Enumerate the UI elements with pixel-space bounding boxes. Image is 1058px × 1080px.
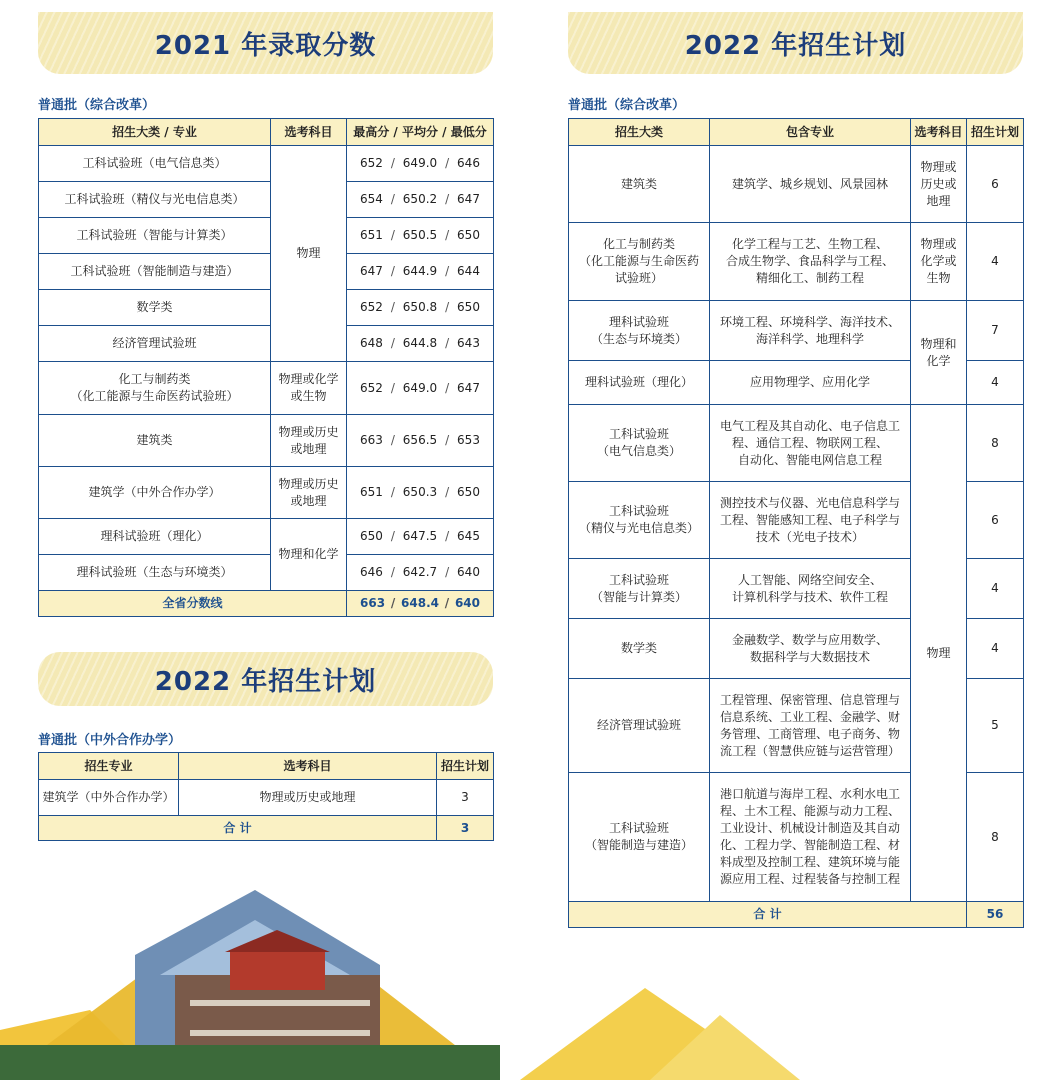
table-row	[569, 146, 1024, 223]
score-sep: /	[390, 228, 395, 242]
score-values	[350, 380, 490, 397]
score-avg: 650.5	[402, 228, 438, 242]
score-values	[350, 484, 490, 501]
row-scores	[347, 555, 494, 591]
row-scores	[347, 362, 494, 415]
score-min: 650	[457, 228, 480, 242]
row-subject: 物理和 化学	[911, 301, 967, 405]
row-subject: 物理或 历史或 地理	[911, 146, 967, 223]
header-category: 招生大类	[569, 119, 710, 146]
score-avg: 650.2	[402, 192, 438, 206]
score-max: 652	[360, 300, 383, 314]
row-category: 数学类	[39, 290, 271, 326]
row-category: 建筑学（中外合作办学）	[39, 467, 271, 519]
table-row	[569, 223, 1024, 301]
row-category: 工科试验班（智能制造与建造）	[39, 254, 271, 290]
score-avg: 650.3	[402, 485, 438, 499]
score-sep: /	[445, 433, 450, 447]
score-values	[350, 155, 490, 172]
row-category: 理科试验班（生态与环境类）	[39, 555, 271, 591]
title-2022-plan-right: 2022 年招生计划	[684, 30, 907, 61]
table-row	[39, 254, 494, 290]
plan-table-left	[38, 752, 494, 841]
plan-table-right	[568, 118, 1024, 928]
total-label: 全省分数线	[39, 591, 347, 617]
score-sep: /	[445, 380, 450, 395]
scores-body	[39, 146, 494, 617]
row-category: 工科试验班 （智能与计算类）	[569, 559, 710, 619]
row-count: 8	[967, 773, 1024, 902]
row-subject: 物理或 化学或 生物	[911, 223, 967, 301]
row-subject: 物理和化学	[271, 519, 347, 591]
score-max: 652	[360, 156, 383, 170]
score-values	[350, 263, 490, 280]
row-scores	[347, 218, 494, 254]
row-majors: 港口航道与海岸工程、水利水电工 程、土木工程、能源与动力工程、 工业设计、机械设计制造及其自动 化、工程力学、智能制造工程、材 料成型及控制工程、建筑环境与能 源应用工程、过程装备与控制工程	[710, 773, 911, 902]
total-scores	[347, 591, 494, 617]
score-sep: /	[390, 264, 395, 278]
total-label: 合 计	[569, 902, 967, 928]
table-row	[39, 467, 494, 519]
table-row	[39, 519, 494, 555]
row-scores	[347, 146, 494, 182]
score-avg: 642.7	[402, 565, 438, 579]
campus-decoration	[0, 880, 1058, 1080]
score-sep: /	[445, 529, 450, 543]
score-sep: /	[390, 596, 396, 610]
score-avg: 644.8	[402, 336, 438, 350]
row-majors: 人工智能、网络空间安全、 计算机科学与技术、软件工程	[710, 559, 911, 619]
score-max: 651	[360, 485, 383, 499]
row-majors: 建筑学、城乡规划、风景园林	[710, 146, 911, 223]
header-plan: 招生计划	[967, 119, 1024, 146]
score-sep: /	[445, 156, 450, 170]
score-sep: /	[390, 529, 395, 543]
header-subject: 选考科目	[271, 119, 347, 146]
score-avg: 648.4	[401, 596, 439, 610]
caption-2021: 普通批（综合改革）	[38, 98, 156, 113]
table-row	[39, 326, 494, 362]
row-majors: 电气工程及其自动化、电子信息工 程、通信工程、物联网工程、 自动化、智能电网信息工程	[710, 405, 911, 482]
row-majors: 金融数学、数学与应用数学、 数据科学与大数据技术	[710, 619, 911, 679]
row-category: 理科试验班（理化）	[569, 361, 710, 405]
score-max: 654	[360, 192, 383, 206]
score-values	[350, 191, 490, 208]
row-subject: 物理	[911, 405, 967, 902]
row-scores	[347, 415, 494, 467]
row-category: 工科试验班（精仪与光电信息类）	[39, 182, 271, 218]
score-min: 647	[457, 380, 480, 395]
score-sep: /	[444, 596, 450, 610]
row-category: 工科试验班 （精仪与光电信息类）	[569, 482, 710, 559]
row-scores	[347, 519, 494, 555]
score-min: 640	[454, 596, 480, 610]
scores-table-2021	[38, 118, 494, 617]
score-sep: /	[445, 228, 450, 242]
score-max: 652	[360, 380, 383, 395]
row-category: 经济管理试验班	[39, 326, 271, 362]
row-count: 4	[967, 223, 1024, 301]
total-row	[39, 591, 494, 617]
plan-major: 建筑学（中外合作办学）	[39, 780, 179, 816]
row-count: 4	[967, 559, 1024, 619]
score-min: 645	[457, 529, 480, 543]
row-category: 工科试验班（电气信息类）	[39, 146, 271, 182]
score-sep: /	[445, 264, 450, 278]
score-min: 650	[457, 300, 480, 314]
row-majors: 化学工程与工艺、生物工程、 合成生物学、食品科学与工程、 精细化工、制药工程	[710, 223, 911, 301]
row-count: 4	[967, 361, 1024, 405]
row-count: 8	[967, 405, 1024, 482]
score-values	[350, 299, 490, 316]
score-avg: 644.9	[402, 264, 438, 278]
row-count: 7	[967, 301, 1024, 361]
score-max: 650	[360, 529, 383, 543]
row-majors: 测控技术与仪器、光电信息科学与 工程、智能感知工程、电子科学与 技术（光电子技术）	[710, 482, 911, 559]
score-sep: /	[390, 300, 395, 314]
table-row	[39, 290, 494, 326]
table-row	[39, 182, 494, 218]
score-min: 644	[457, 264, 480, 278]
score-sep: /	[390, 192, 395, 206]
table-row	[39, 146, 494, 182]
row-scores	[347, 254, 494, 290]
row-count: 6	[967, 146, 1024, 223]
row-category: 理科试验班 （生态与环境类）	[569, 301, 710, 361]
score-values	[350, 335, 490, 352]
row-scores	[347, 182, 494, 218]
row-category: 理科试验班（理化）	[39, 519, 271, 555]
row-majors: 环境工程、环境科学、海洋技术、 海洋科学、地理科学	[710, 301, 911, 361]
score-avg: 656.5	[402, 433, 438, 447]
row-category: 数学类	[569, 619, 710, 679]
row-subject: 物理	[271, 146, 347, 362]
header-major: 招生专业	[39, 753, 179, 780]
table-row	[569, 405, 1024, 482]
header-scores: 最高分 / 平均分 / 最低分	[347, 119, 494, 146]
score-min: 643	[457, 336, 480, 350]
title-2021-scores: 2021 年录取分数	[154, 30, 377, 61]
total-count: 56	[967, 902, 1024, 928]
score-sep: /	[445, 485, 450, 499]
row-category: 化工与制药类 （化工能源与生命医药试验班）	[39, 362, 271, 415]
row-category: 工科试验班（智能与计算类）	[39, 218, 271, 254]
score-avg: 649.0	[402, 156, 438, 170]
banner-2022-plan-left	[38, 652, 493, 706]
row-category: 经济管理试验班	[569, 679, 710, 773]
header-majors: 包含专业	[710, 119, 911, 146]
table-row	[569, 301, 1024, 361]
score-values	[350, 227, 490, 244]
score-min: 653	[457, 433, 480, 447]
score-max: 663	[360, 596, 386, 610]
row-count: 6	[967, 482, 1024, 559]
row-category: 建筑类	[39, 415, 271, 467]
score-avg: 650.8	[402, 300, 438, 314]
row-count: 5	[967, 679, 1024, 773]
plan-subject: 物理或历史或地理	[179, 780, 437, 816]
table-row	[39, 415, 494, 467]
score-avg: 649.0	[402, 380, 438, 395]
header-subject: 选考科目	[911, 119, 967, 146]
score-values	[350, 595, 490, 612]
table-row	[39, 218, 494, 254]
row-subject: 物理或历史 或地理	[271, 467, 347, 519]
banner-2021-scores	[38, 12, 493, 74]
table-row	[39, 362, 494, 415]
score-min: 647	[457, 192, 480, 206]
title-2022-plan-left: 2022 年招生计划	[154, 666, 377, 697]
score-max: 651	[360, 228, 383, 242]
score-sep: /	[445, 336, 450, 350]
score-values	[350, 564, 490, 581]
score-min: 640	[457, 565, 480, 579]
header-category: 招生大类 / 专业	[39, 119, 271, 146]
header-subject: 选考科目	[179, 753, 437, 780]
score-sep: /	[390, 156, 395, 170]
plan-total-label: 合 计	[39, 816, 437, 841]
row-scores	[347, 326, 494, 362]
score-sep: /	[390, 336, 395, 350]
score-sep: /	[390, 565, 395, 579]
score-min: 650	[457, 485, 480, 499]
plan-count: 3	[437, 780, 494, 816]
caption-2022-right: 普通批（综合改革）	[568, 98, 686, 113]
header-plan: 招生计划	[437, 753, 494, 780]
score-avg: 647.5	[402, 529, 438, 543]
score-sep: /	[445, 300, 450, 314]
plan-total-count: 3	[437, 816, 494, 841]
row-scores	[347, 290, 494, 326]
caption-2022-left: 普通批（中外合作办学）	[38, 733, 182, 748]
table-row	[39, 555, 494, 591]
score-values	[350, 528, 490, 545]
row-count: 4	[967, 619, 1024, 679]
score-min: 646	[457, 156, 480, 170]
row-category: 工科试验班 （智能制造与建造）	[569, 773, 710, 902]
score-sep: /	[390, 433, 395, 447]
score-max: 663	[360, 433, 383, 447]
row-category: 化工与制药类 （化工能源与生命医药 试验班）	[569, 223, 710, 301]
banner-2022-plan-right	[568, 12, 1023, 74]
score-sep: /	[445, 192, 450, 206]
row-category: 工科试验班 （电气信息类）	[569, 405, 710, 482]
row-subject: 物理或历史 或地理	[271, 415, 347, 467]
score-sep: /	[445, 565, 450, 579]
row-subject: 物理或化学 或生物	[271, 362, 347, 415]
row-majors: 工程管理、保密管理、信息管理与 信息系统、工业工程、金融学、财 务管理、工商管理、电子商务、物 流工程（智慧供应链与运营管理）	[710, 679, 911, 773]
score-max: 646	[360, 565, 383, 579]
plan-body	[569, 146, 1024, 928]
score-max: 648	[360, 336, 383, 350]
row-scores	[347, 467, 494, 519]
score-sep: /	[390, 380, 395, 395]
row-category: 建筑类	[569, 146, 710, 223]
row-majors: 应用物理学、应用化学	[710, 361, 911, 405]
score-max: 647	[360, 264, 383, 278]
score-sep: /	[390, 485, 395, 499]
score-values	[350, 432, 490, 449]
